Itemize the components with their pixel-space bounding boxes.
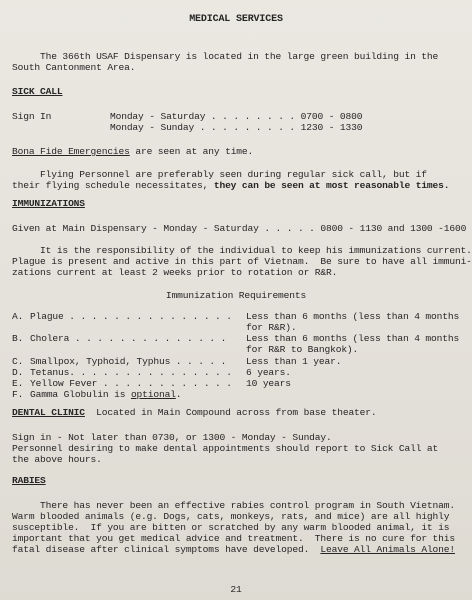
dental-line-2: Personnel desiring to make dental appointments should report to Sick Call at: [12, 443, 439, 454]
immunization-para-line-2: Plague is present and active in this part of Vietnam. Be sure to have all immuni-: [12, 256, 472, 267]
sign-in-label: Sign In: [12, 111, 52, 122]
requirement-letter: C.: [12, 356, 24, 367]
requirement-value: 10 years: [246, 378, 291, 389]
requirements-title: Immunization Requirements: [165, 290, 307, 301]
requirement-letter: F.: [12, 389, 24, 400]
immunizations-heading: IMMUNIZATIONS: [12, 198, 85, 209]
requirement-name: Tetanus. . . . . . . . . . . . . . .: [30, 367, 232, 378]
page-number: 21: [230, 584, 242, 595]
requirement-value: Less than 6 months (less than 4 months: [246, 311, 460, 322]
rabies-line-1: There has never been an effective rabies control program in South Vietnam.: [40, 500, 455, 511]
requirement-name: Plague . . . . . . . . . . . . . . .: [30, 311, 232, 322]
requirement-name: Yellow Fever . . . . . . . . . . . .: [30, 378, 232, 389]
sick-call-row: Monday - Saturday . . . . . . . . 0700 - 0800: [110, 111, 363, 122]
requirement-value: Less than 6 months (less than 4 months: [246, 333, 460, 344]
flying-personnel-line-2: their flying schedule necessitates, they can be seen at most reasonable times.: [12, 180, 450, 191]
gamma-globulin-line: Gamma Globulin is optional.: [30, 389, 182, 400]
requirement-value: Less than 1 year.: [246, 356, 342, 367]
page-title: MEDICAL SERVICES: [189, 14, 283, 25]
dental-line-1: Sign in - Not later than 0730, or 1300 - Monday - Sunday.: [12, 432, 332, 443]
rabies-line-4: important that you get medical advice and treatment. There is no cure for this: [12, 533, 455, 544]
requirement-letter: E.: [12, 378, 24, 389]
intro-line-2: South Cantonment Area.: [12, 62, 136, 73]
rabies-line-5: fatal disease after clinical symptoms have developed. Leave All Animals Alone!: [12, 544, 455, 555]
rabies-line-3: susceptible. If you are bitten or scratched by any warm blooded animal, it is: [12, 522, 450, 533]
sick-call-row: Monday - Sunday . . . . . . . . . 1230 - 1330: [110, 122, 363, 133]
immunization-schedule: Given at Main Dispensary - Monday - Saturday . . . . . 0800 - 1130 and 1300 -1600: [12, 223, 467, 234]
immunization-para-line-1: It is the responsibility of the individual to keep his immunizations current.: [40, 245, 472, 256]
requirement-value-cont: for R&R).: [246, 322, 297, 333]
flying-personnel-line-1: Flying Personnel are preferably seen during regular sick call, but if: [40, 169, 427, 180]
requirement-value-cont: for R&R to Bangkok).: [246, 344, 359, 355]
emergencies-line: Bona Fide Emergencies are seen at any time.: [12, 146, 254, 157]
requirement-value: 6 years.: [246, 367, 291, 378]
rabies-line-2: Warm blooded animals (e.g. Dogs, cats, monkeys, rats, and mice) are all highly: [12, 511, 450, 522]
requirement-name: Smallpox, Typhoid, Typhus . . . . .: [30, 356, 227, 367]
sick-call-heading: SICK CALL: [12, 86, 63, 97]
intro-line-1: The 366th USAF Dispensary is located in the large green building in the: [40, 51, 439, 62]
requirement-letter: A.: [12, 311, 24, 322]
rabies-heading: RABIES: [12, 475, 46, 486]
requirement-name: Cholera . . . . . . . . . . . . . .: [30, 333, 227, 344]
requirement-letter: D.: [12, 367, 24, 378]
immunization-para-line-3: zations current at least 2 weeks prior to rotation or R&R.: [12, 267, 338, 278]
dental-clinic-line: DENTAL CLINIC Located in Main Compound across from base theater.: [12, 407, 377, 418]
dental-line-3: the above hours.: [12, 454, 102, 465]
requirement-letter: B.: [12, 333, 24, 344]
